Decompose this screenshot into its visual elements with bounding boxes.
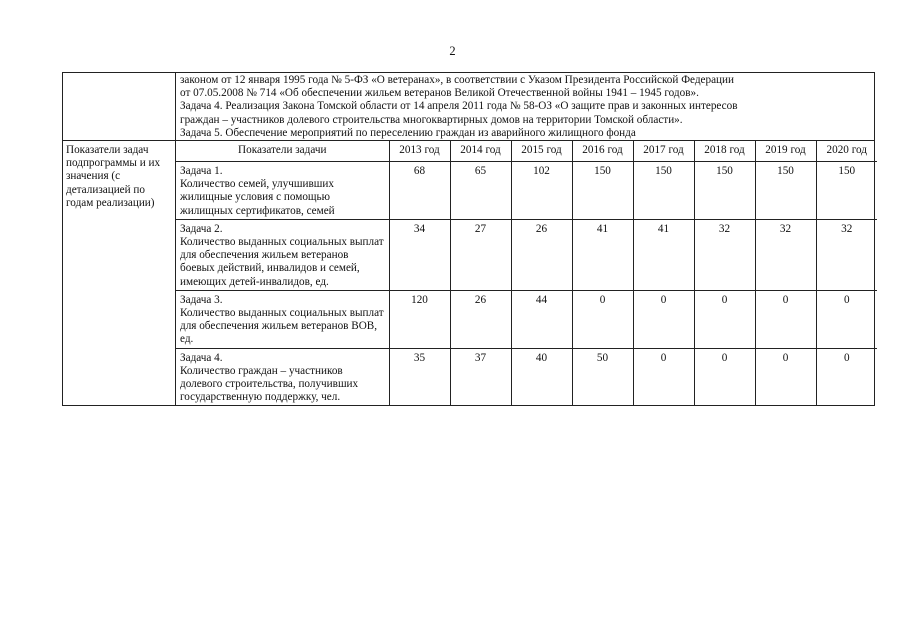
- intro-row: [63, 73, 875, 141]
- value-cell: 35: [389, 348, 450, 405]
- year-header: 2015 год: [511, 141, 572, 162]
- program-table: [62, 72, 875, 406]
- year-header: 2014 год: [450, 141, 511, 162]
- value-cell: 150: [694, 162, 755, 220]
- value-cell: 65: [450, 162, 511, 220]
- task-description: Количество выданных социальных выплат для обеспечения жильем ветеранов ВОВ, ед.: [180, 307, 384, 346]
- indicators-cell: [176, 141, 875, 406]
- indicators-side-label: Показатели задач подпрограммы и их значения (с детализацией по годам реализации): [63, 141, 176, 406]
- value-cell: 120: [389, 290, 450, 348]
- value-cell: 32: [816, 219, 877, 290]
- value-cell: 50: [572, 348, 633, 405]
- indicators-table: [176, 141, 877, 405]
- task-description: Количество семей, улучшивших жилищные условия с помощью жилищных сертификатов, семей: [180, 178, 335, 217]
- intro-text-cell: [176, 73, 875, 141]
- value-cell: 26: [511, 219, 572, 290]
- year-header: 2016 год: [572, 141, 633, 162]
- value-cell: 0: [755, 290, 816, 348]
- value-cell: 26: [450, 290, 511, 348]
- year-header: 2018 год: [694, 141, 755, 162]
- task-description-cell: [176, 219, 389, 290]
- value-cell: 102: [511, 162, 572, 220]
- value-cell: 150: [755, 162, 816, 220]
- value-cell: 150: [633, 162, 694, 220]
- value-cell: 41: [572, 219, 633, 290]
- task-description-cell: [176, 162, 389, 220]
- value-cell: 34: [389, 219, 450, 290]
- value-cell: 150: [572, 162, 633, 220]
- value-cell: 41: [633, 219, 694, 290]
- value-cell: 0: [633, 348, 694, 405]
- year-header: 2019 год: [755, 141, 816, 162]
- task-description-cell: [176, 348, 389, 405]
- value-cell: 32: [755, 219, 816, 290]
- value-cell: 150: [816, 162, 877, 220]
- intro-left-empty-cell: [63, 73, 176, 141]
- value-cell: 68: [389, 162, 450, 220]
- value-cell: 0: [694, 290, 755, 348]
- indicators-header-row: [176, 141, 877, 162]
- value-cell: 27: [450, 219, 511, 290]
- value-cell: 0: [755, 348, 816, 405]
- page-number: 2: [449, 44, 456, 58]
- value-cell: 0: [694, 348, 755, 405]
- value-cell: 32: [694, 219, 755, 290]
- value-cell: 44: [511, 290, 572, 348]
- task-title: Задача 4.: [180, 351, 223, 364]
- value-cell: 40: [511, 348, 572, 405]
- value-cell: 0: [633, 290, 694, 348]
- table-row: [176, 162, 877, 220]
- table-row: [176, 219, 877, 290]
- task-description: Количество граждан – участников долевого строительства, получивших государственную поддержку, чел.: [180, 364, 359, 404]
- intro-line: Задача 5. Обеспечение мероприятий по переселению граждан из аварийного жилищного фонда: [180, 126, 636, 139]
- table-row: [176, 348, 877, 405]
- year-header: 2020 год: [816, 141, 877, 162]
- task-title: Задача 1.: [180, 165, 223, 178]
- value-cell: 0: [572, 290, 633, 348]
- year-header: 2017 год: [633, 141, 694, 162]
- year-header: 2013 год: [389, 141, 450, 162]
- indicators-row: [63, 141, 875, 406]
- intro-line: законом от 12 января 1995 года № 5-ФЗ «О ветеранах», в соответствии с Указом Президента Российской Федерации: [180, 74, 735, 86]
- intro-line: граждан – участников долевого строительства многоквартирных домов на территории Томской области».: [180, 113, 683, 126]
- indicators-header-label: Показатели задачи: [176, 141, 389, 162]
- value-cell: 0: [816, 348, 877, 405]
- value-cell: 37: [450, 348, 511, 405]
- task-description-cell: [176, 290, 389, 348]
- value-cell: 0: [816, 290, 877, 348]
- task-description: Количество выданных социальных выплат для обеспечения жильем ветеранов боевых действий, инвалидов и семей, имеющих детей-инвалидов, ед.: [180, 236, 384, 288]
- task-title: Задача 3.: [180, 293, 223, 306]
- intro-line: Задача 4. Реализация Закона Томской области от 14 апреля 2011 года № 58-ОЗ «О защите прав и законных интересов: [180, 100, 738, 113]
- intro-line: от 07.05.2008 № 714 «Об обеспечении жильем ветеранов Великой Отечественной войны 1941 – 1945 годов».: [180, 87, 699, 100]
- task-title: Задача 2.: [180, 222, 223, 235]
- table-row: [176, 290, 877, 348]
